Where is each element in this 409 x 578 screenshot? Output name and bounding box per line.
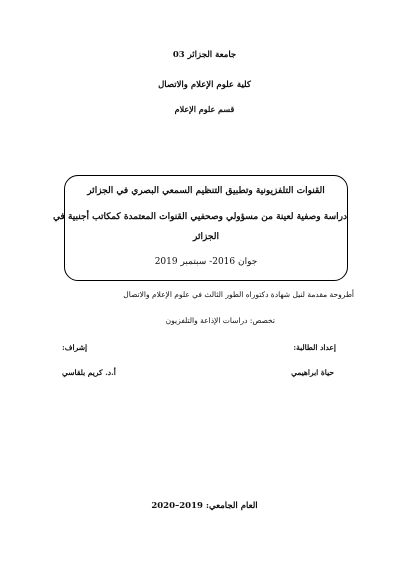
study-period: جوان 2016- سبتمبر 2019 <box>154 257 258 267</box>
university-name: جامعة الجزائر 03 <box>172 50 237 60</box>
specialization: تخصص: دراسات الإذاعة والتلفزيون <box>165 316 275 325</box>
thesis-title-line-1: القنوات التلفزيونية وتطبيق التنظيم السمعي البصري في الجزائر <box>87 186 325 196</box>
prepared-by-label: إعداد الطالبة: <box>293 343 336 352</box>
student-name: حياة ابراهيمي <box>291 368 334 377</box>
supervision-label: إشراف: <box>62 343 88 352</box>
academic-year: العام الجامعي: 2019–2020 <box>151 501 258 511</box>
thesis-title-line-3: الجزائر <box>193 232 219 242</box>
thesis-note: أطروحة مقدمة لنيل شهادة دكتوراه الطور الثالث في علوم الإعلام والاتصال <box>123 290 354 299</box>
supervisor-name: أ.د. كريم بلقاسي <box>62 368 116 377</box>
department-name: قسم علوم الإعلام <box>174 104 235 114</box>
title-box <box>53 175 348 281</box>
faculty-name: كلية علوم الإعلام والاتصال <box>158 80 251 90</box>
thesis-title-line-2: دراسة وصفية لعينة من مسؤولي وصحفيي القنوات المعتمدة كمكاتب أجنبية في <box>53 212 347 222</box>
